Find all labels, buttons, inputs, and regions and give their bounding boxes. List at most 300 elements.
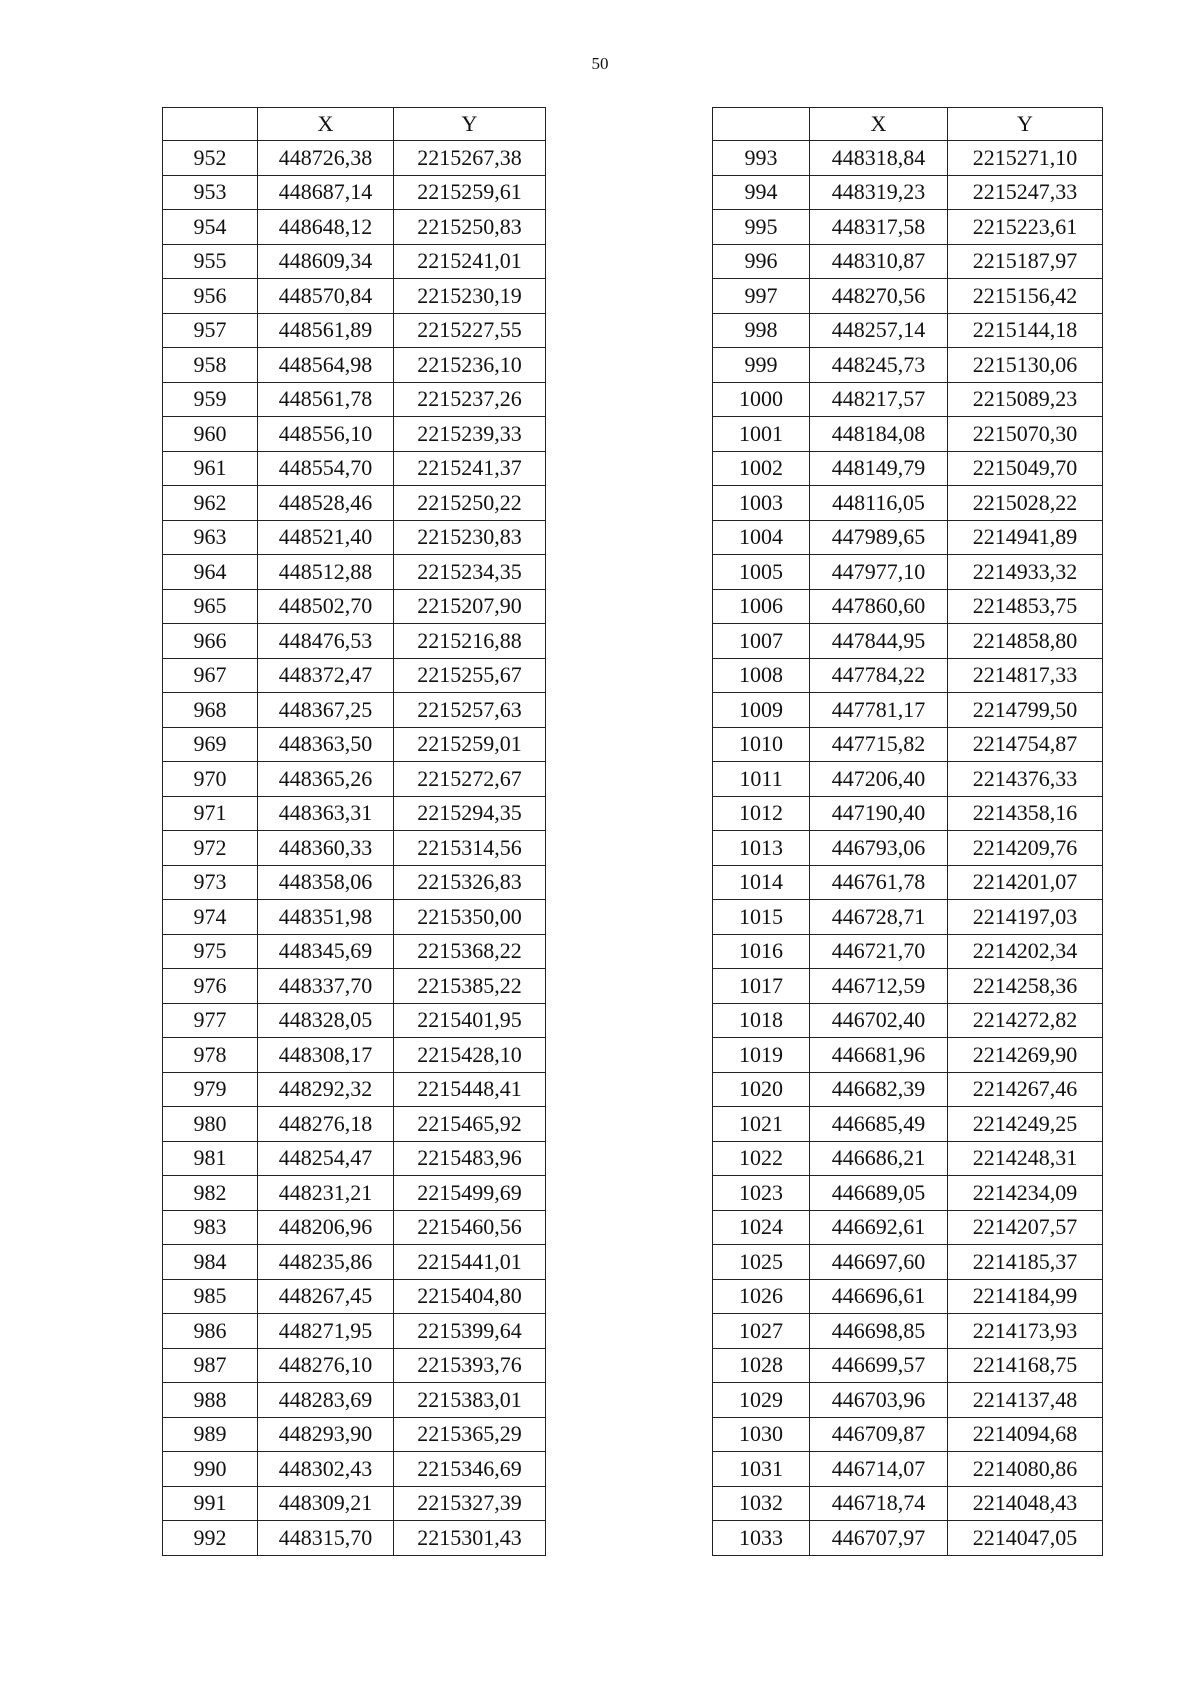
y-coordinate-cell: 2215326,83 bbox=[394, 865, 546, 900]
y-coordinate-cell: 2215314,56 bbox=[394, 831, 546, 866]
table-row bbox=[163, 1176, 546, 1211]
table-row bbox=[163, 1452, 546, 1487]
table-row bbox=[713, 279, 1103, 314]
x-coordinate-cell: 448276,10 bbox=[258, 1348, 394, 1383]
table-row bbox=[713, 1521, 1103, 1556]
point-number-cell: 1001 bbox=[713, 417, 810, 452]
x-coordinate-cell: 447977,10 bbox=[810, 555, 948, 590]
x-coordinate-cell: 448116,05 bbox=[810, 486, 948, 521]
y-coordinate-cell: 2215227,55 bbox=[394, 313, 546, 348]
y-coordinate-cell: 2215383,01 bbox=[394, 1383, 546, 1418]
x-coordinate-cell: 448328,05 bbox=[258, 1003, 394, 1038]
point-number-cell: 975 bbox=[163, 934, 258, 969]
y-coordinate-cell: 2215216,88 bbox=[394, 624, 546, 659]
y-coordinate-cell: 2214258,36 bbox=[948, 969, 1103, 1004]
x-coordinate-cell: 448726,38 bbox=[258, 141, 394, 176]
y-coordinate-cell: 2214272,82 bbox=[948, 1003, 1103, 1038]
table-row bbox=[713, 520, 1103, 555]
y-coordinate-cell: 2214754,87 bbox=[948, 727, 1103, 762]
table-row bbox=[713, 589, 1103, 624]
x-coordinate-cell: 447206,40 bbox=[810, 762, 948, 797]
y-coordinate-cell: 2215250,83 bbox=[394, 210, 546, 245]
point-number-cell: 1020 bbox=[713, 1072, 810, 1107]
y-coordinate-cell: 2215385,22 bbox=[394, 969, 546, 1004]
table-row bbox=[163, 969, 546, 1004]
y-coordinate-cell: 2215272,67 bbox=[394, 762, 546, 797]
table-row bbox=[713, 348, 1103, 383]
point-number-cell: 1033 bbox=[713, 1521, 810, 1556]
point-number-cell: 1009 bbox=[713, 693, 810, 728]
x-coordinate-cell: 447784,22 bbox=[810, 658, 948, 693]
y-coordinate-cell: 2214137,48 bbox=[948, 1383, 1103, 1418]
y-coordinate-cell: 2215499,69 bbox=[394, 1176, 546, 1211]
y-coordinate-cell: 2215294,35 bbox=[394, 796, 546, 831]
table-row bbox=[163, 210, 546, 245]
table-row bbox=[713, 1176, 1103, 1211]
table-row bbox=[713, 969, 1103, 1004]
point-number-cell: 1028 bbox=[713, 1348, 810, 1383]
point-number-cell: 979 bbox=[163, 1072, 258, 1107]
point-number-cell: 976 bbox=[163, 969, 258, 1004]
x-coordinate-cell: 447715,82 bbox=[810, 727, 948, 762]
point-number-cell: 992 bbox=[163, 1521, 258, 1556]
y-coordinate-cell: 2215241,37 bbox=[394, 451, 546, 486]
point-number-cell: 973 bbox=[163, 865, 258, 900]
table-row bbox=[713, 624, 1103, 659]
point-number-cell: 1013 bbox=[713, 831, 810, 866]
point-number-cell: 990 bbox=[163, 1452, 258, 1487]
x-coordinate-cell: 448502,70 bbox=[258, 589, 394, 624]
y-coordinate-cell: 2215404,80 bbox=[394, 1279, 546, 1314]
y-coordinate-cell: 2215070,30 bbox=[948, 417, 1103, 452]
point-number-cell: 956 bbox=[163, 279, 258, 314]
point-number-cell: 981 bbox=[163, 1141, 258, 1176]
y-coordinate-cell: 2215207,90 bbox=[394, 589, 546, 624]
x-coordinate-cell: 446685,49 bbox=[810, 1107, 948, 1142]
x-coordinate-cell: 448363,31 bbox=[258, 796, 394, 831]
x-coordinate-cell: 448358,06 bbox=[258, 865, 394, 900]
y-coordinate-cell: 2214248,31 bbox=[948, 1141, 1103, 1176]
x-coordinate-cell: 448648,12 bbox=[258, 210, 394, 245]
y-coordinate-cell: 2215460,56 bbox=[394, 1210, 546, 1245]
x-coordinate-cell: 447860,60 bbox=[810, 589, 948, 624]
table-row bbox=[713, 693, 1103, 728]
table-row bbox=[713, 762, 1103, 797]
y-coordinate-cell: 2215350,00 bbox=[394, 900, 546, 935]
x-coordinate-cell: 446686,21 bbox=[810, 1141, 948, 1176]
x-coordinate-cell: 448184,08 bbox=[810, 417, 948, 452]
table-row bbox=[163, 486, 546, 521]
y-coordinate-cell: 2214080,86 bbox=[948, 1452, 1103, 1487]
table-row bbox=[713, 1383, 1103, 1418]
table-row bbox=[163, 934, 546, 969]
point-number-cell: 988 bbox=[163, 1383, 258, 1418]
header-x: X bbox=[258, 108, 394, 141]
x-coordinate-cell: 446696,61 bbox=[810, 1279, 948, 1314]
y-coordinate-cell: 2215393,76 bbox=[394, 1348, 546, 1383]
x-coordinate-cell: 446698,85 bbox=[810, 1314, 948, 1349]
y-coordinate-cell: 2214168,75 bbox=[948, 1348, 1103, 1383]
point-number-cell: 1029 bbox=[713, 1383, 810, 1418]
y-coordinate-cell: 2214201,07 bbox=[948, 865, 1103, 900]
x-coordinate-cell: 447989,65 bbox=[810, 520, 948, 555]
y-coordinate-cell: 2215428,10 bbox=[394, 1038, 546, 1073]
x-coordinate-cell: 448149,79 bbox=[810, 451, 948, 486]
table-row bbox=[713, 1038, 1103, 1073]
x-coordinate-cell: 448283,69 bbox=[258, 1383, 394, 1418]
y-coordinate-cell: 2215327,39 bbox=[394, 1486, 546, 1521]
y-coordinate-cell: 2214853,75 bbox=[948, 589, 1103, 624]
point-number-cell: 1016 bbox=[713, 934, 810, 969]
point-number-cell: 986 bbox=[163, 1314, 258, 1349]
y-coordinate-cell: 2214799,50 bbox=[948, 693, 1103, 728]
y-coordinate-cell: 2215441,01 bbox=[394, 1245, 546, 1280]
point-number-cell: 1027 bbox=[713, 1314, 810, 1349]
header-y: Y bbox=[394, 108, 546, 141]
table-row bbox=[713, 210, 1103, 245]
y-coordinate-cell: 2215257,63 bbox=[394, 693, 546, 728]
table-row bbox=[713, 1072, 1103, 1107]
table-row bbox=[713, 796, 1103, 831]
table-row bbox=[163, 520, 546, 555]
x-coordinate-cell: 446709,87 bbox=[810, 1417, 948, 1452]
y-coordinate-cell: 2215237,26 bbox=[394, 382, 546, 417]
point-number-cell: 982 bbox=[163, 1176, 258, 1211]
table-row bbox=[163, 589, 546, 624]
point-number-cell: 1025 bbox=[713, 1245, 810, 1280]
y-coordinate-cell: 2215247,33 bbox=[948, 175, 1103, 210]
point-number-cell: 977 bbox=[163, 1003, 258, 1038]
y-coordinate-cell: 2215267,38 bbox=[394, 141, 546, 176]
point-number-cell: 1018 bbox=[713, 1003, 810, 1038]
table-row bbox=[163, 1038, 546, 1073]
point-number-cell: 989 bbox=[163, 1417, 258, 1452]
coordinates-table-left bbox=[162, 107, 546, 1556]
point-number-cell: 984 bbox=[163, 1245, 258, 1280]
point-number-cell: 1030 bbox=[713, 1417, 810, 1452]
table-row bbox=[713, 1417, 1103, 1452]
y-coordinate-cell: 2215365,29 bbox=[394, 1417, 546, 1452]
table-row bbox=[713, 831, 1103, 866]
table-row bbox=[163, 1521, 546, 1556]
point-number-cell: 968 bbox=[163, 693, 258, 728]
table-row bbox=[713, 1141, 1103, 1176]
table-row bbox=[713, 313, 1103, 348]
table-row bbox=[163, 1003, 546, 1038]
table-row bbox=[713, 451, 1103, 486]
table-row bbox=[163, 1314, 546, 1349]
y-coordinate-cell: 2214817,33 bbox=[948, 658, 1103, 693]
table-row bbox=[713, 1314, 1103, 1349]
x-coordinate-cell: 448512,88 bbox=[258, 555, 394, 590]
table-row bbox=[713, 1003, 1103, 1038]
x-coordinate-cell: 448337,70 bbox=[258, 969, 394, 1004]
x-coordinate-cell: 446689,05 bbox=[810, 1176, 948, 1211]
x-coordinate-cell: 448687,14 bbox=[258, 175, 394, 210]
point-number-cell: 1015 bbox=[713, 900, 810, 935]
x-coordinate-cell: 448561,78 bbox=[258, 382, 394, 417]
x-coordinate-cell: 446714,07 bbox=[810, 1452, 948, 1487]
x-coordinate-cell: 448476,53 bbox=[258, 624, 394, 659]
page-number: 50 bbox=[591, 54, 609, 73]
y-coordinate-cell: 2215223,61 bbox=[948, 210, 1103, 245]
x-coordinate-cell: 447844,95 bbox=[810, 624, 948, 659]
y-coordinate-cell: 2215399,64 bbox=[394, 1314, 546, 1349]
y-coordinate-cell: 2214209,76 bbox=[948, 831, 1103, 866]
table-row bbox=[163, 831, 546, 866]
table-row bbox=[163, 796, 546, 831]
y-coordinate-cell: 2214197,03 bbox=[948, 900, 1103, 935]
point-number-cell: 969 bbox=[163, 727, 258, 762]
x-coordinate-cell: 448365,26 bbox=[258, 762, 394, 797]
x-coordinate-cell: 446793,06 bbox=[810, 831, 948, 866]
point-number-cell: 996 bbox=[713, 244, 810, 279]
point-number-cell: 995 bbox=[713, 210, 810, 245]
coordinates-table-right bbox=[712, 107, 1103, 1556]
table-row bbox=[163, 1245, 546, 1280]
x-coordinate-cell: 448564,98 bbox=[258, 348, 394, 383]
header-point-number bbox=[163, 108, 258, 141]
point-number-cell: 965 bbox=[163, 589, 258, 624]
point-number-cell: 1032 bbox=[713, 1486, 810, 1521]
point-number-cell: 1005 bbox=[713, 555, 810, 590]
table-row bbox=[713, 727, 1103, 762]
y-coordinate-cell: 2215259,01 bbox=[394, 727, 546, 762]
x-coordinate-cell: 448315,70 bbox=[258, 1521, 394, 1556]
x-coordinate-cell: 446703,96 bbox=[810, 1383, 948, 1418]
y-coordinate-cell: 2215255,67 bbox=[394, 658, 546, 693]
y-coordinate-cell: 2214094,68 bbox=[948, 1417, 1103, 1452]
table-header-row bbox=[163, 108, 546, 141]
y-coordinate-cell: 2214941,89 bbox=[948, 520, 1103, 555]
table-row bbox=[163, 244, 546, 279]
x-coordinate-cell: 446697,60 bbox=[810, 1245, 948, 1280]
point-number-cell: 971 bbox=[163, 796, 258, 831]
y-coordinate-cell: 2215187,97 bbox=[948, 244, 1103, 279]
point-number-cell: 967 bbox=[163, 658, 258, 693]
table-row bbox=[713, 1245, 1103, 1280]
point-number-cell: 994 bbox=[713, 175, 810, 210]
x-coordinate-cell: 447781,17 bbox=[810, 693, 948, 728]
point-number-cell: 953 bbox=[163, 175, 258, 210]
table-row bbox=[163, 1107, 546, 1142]
table-row bbox=[713, 1452, 1103, 1487]
x-coordinate-cell: 448317,58 bbox=[810, 210, 948, 245]
table-row bbox=[163, 279, 546, 314]
table-row bbox=[713, 865, 1103, 900]
point-number-cell: 1004 bbox=[713, 520, 810, 555]
x-coordinate-cell: 446761,78 bbox=[810, 865, 948, 900]
table-row bbox=[713, 1107, 1103, 1142]
x-coordinate-cell: 446712,59 bbox=[810, 969, 948, 1004]
table-row bbox=[163, 1417, 546, 1452]
x-coordinate-cell: 448267,45 bbox=[258, 1279, 394, 1314]
y-coordinate-cell: 2215236,10 bbox=[394, 348, 546, 383]
x-coordinate-cell: 446707,97 bbox=[810, 1521, 948, 1556]
table-row bbox=[163, 417, 546, 452]
x-coordinate-cell: 448254,47 bbox=[258, 1141, 394, 1176]
y-coordinate-cell: 2214048,43 bbox=[948, 1486, 1103, 1521]
y-coordinate-cell: 2214376,33 bbox=[948, 762, 1103, 797]
x-coordinate-cell: 448570,84 bbox=[258, 279, 394, 314]
x-coordinate-cell: 448556,10 bbox=[258, 417, 394, 452]
point-number-cell: 1007 bbox=[713, 624, 810, 659]
x-coordinate-cell: 446718,74 bbox=[810, 1486, 948, 1521]
y-coordinate-cell: 2214858,80 bbox=[948, 624, 1103, 659]
y-coordinate-cell: 2215234,35 bbox=[394, 555, 546, 590]
x-coordinate-cell: 447190,40 bbox=[810, 796, 948, 831]
x-coordinate-cell: 448609,34 bbox=[258, 244, 394, 279]
point-number-cell: 1019 bbox=[713, 1038, 810, 1073]
y-coordinate-cell: 2214207,57 bbox=[948, 1210, 1103, 1245]
y-coordinate-cell: 2215028,22 bbox=[948, 486, 1103, 521]
table-row bbox=[713, 382, 1103, 417]
x-coordinate-cell: 446721,70 bbox=[810, 934, 948, 969]
y-coordinate-cell: 2214184,99 bbox=[948, 1279, 1103, 1314]
table-row bbox=[713, 141, 1103, 176]
y-coordinate-cell: 2215401,95 bbox=[394, 1003, 546, 1038]
point-number-cell: 998 bbox=[713, 313, 810, 348]
point-number-cell: 1006 bbox=[713, 589, 810, 624]
point-number-cell: 972 bbox=[163, 831, 258, 866]
x-coordinate-cell: 448257,14 bbox=[810, 313, 948, 348]
table-row bbox=[713, 900, 1103, 935]
point-number-cell: 1008 bbox=[713, 658, 810, 693]
table-row bbox=[163, 762, 546, 797]
table-row bbox=[713, 1348, 1103, 1383]
point-number-cell: 1031 bbox=[713, 1452, 810, 1487]
table-row bbox=[163, 313, 546, 348]
x-coordinate-cell: 448245,73 bbox=[810, 348, 948, 383]
x-coordinate-cell: 448292,32 bbox=[258, 1072, 394, 1107]
y-coordinate-cell: 2214173,93 bbox=[948, 1314, 1103, 1349]
y-coordinate-cell: 2215230,83 bbox=[394, 520, 546, 555]
point-number-cell: 954 bbox=[163, 210, 258, 245]
point-number-cell: 991 bbox=[163, 1486, 258, 1521]
table-header-row bbox=[713, 108, 1103, 141]
y-coordinate-cell: 2215130,06 bbox=[948, 348, 1103, 383]
point-number-cell: 999 bbox=[713, 348, 810, 383]
point-number-cell: 955 bbox=[163, 244, 258, 279]
table-row bbox=[163, 1383, 546, 1418]
point-number-cell: 957 bbox=[163, 313, 258, 348]
header-point-number bbox=[713, 108, 810, 141]
point-number-cell: 1011 bbox=[713, 762, 810, 797]
x-coordinate-cell: 448308,17 bbox=[258, 1038, 394, 1073]
point-number-cell: 970 bbox=[163, 762, 258, 797]
table-row bbox=[163, 658, 546, 693]
point-number-cell: 1000 bbox=[713, 382, 810, 417]
point-number-cell: 1017 bbox=[713, 969, 810, 1004]
y-coordinate-cell: 2214185,37 bbox=[948, 1245, 1103, 1280]
y-coordinate-cell: 2215156,42 bbox=[948, 279, 1103, 314]
table-row bbox=[713, 555, 1103, 590]
y-coordinate-cell: 2214047,05 bbox=[948, 1521, 1103, 1556]
x-coordinate-cell: 448360,33 bbox=[258, 831, 394, 866]
table-row bbox=[163, 865, 546, 900]
y-coordinate-cell: 2215483,96 bbox=[394, 1141, 546, 1176]
x-coordinate-cell: 448367,25 bbox=[258, 693, 394, 728]
x-coordinate-cell: 448554,70 bbox=[258, 451, 394, 486]
y-coordinate-cell: 2215368,22 bbox=[394, 934, 546, 969]
y-coordinate-cell: 2215241,01 bbox=[394, 244, 546, 279]
point-number-cell: 963 bbox=[163, 520, 258, 555]
x-coordinate-cell: 448318,84 bbox=[810, 141, 948, 176]
point-number-cell: 1010 bbox=[713, 727, 810, 762]
y-coordinate-cell: 2215448,41 bbox=[394, 1072, 546, 1107]
table-row bbox=[713, 1210, 1103, 1245]
table-row bbox=[713, 1279, 1103, 1314]
table-row bbox=[713, 1486, 1103, 1521]
point-number-cell: 962 bbox=[163, 486, 258, 521]
x-coordinate-cell: 446692,61 bbox=[810, 1210, 948, 1245]
table-row bbox=[163, 175, 546, 210]
table-row bbox=[713, 417, 1103, 452]
y-coordinate-cell: 2215346,69 bbox=[394, 1452, 546, 1487]
table-row bbox=[713, 244, 1103, 279]
x-coordinate-cell: 446699,57 bbox=[810, 1348, 948, 1383]
y-coordinate-cell: 2215250,22 bbox=[394, 486, 546, 521]
x-coordinate-cell: 448345,69 bbox=[258, 934, 394, 969]
x-coordinate-cell: 448206,96 bbox=[258, 1210, 394, 1245]
y-coordinate-cell: 2214249,25 bbox=[948, 1107, 1103, 1142]
table-row bbox=[163, 1279, 546, 1314]
table-row bbox=[163, 1210, 546, 1245]
point-number-cell: 983 bbox=[163, 1210, 258, 1245]
x-coordinate-cell: 448372,47 bbox=[258, 658, 394, 693]
y-coordinate-cell: 2214358,16 bbox=[948, 796, 1103, 831]
table-row bbox=[163, 1348, 546, 1383]
point-number-cell: 985 bbox=[163, 1279, 258, 1314]
x-coordinate-cell: 446702,40 bbox=[810, 1003, 948, 1038]
y-coordinate-cell: 2214234,09 bbox=[948, 1176, 1103, 1211]
y-coordinate-cell: 2215230,19 bbox=[394, 279, 546, 314]
x-coordinate-cell: 448309,21 bbox=[258, 1486, 394, 1521]
y-coordinate-cell: 2215144,18 bbox=[948, 313, 1103, 348]
point-number-cell: 1023 bbox=[713, 1176, 810, 1211]
point-number-cell: 966 bbox=[163, 624, 258, 659]
table-row bbox=[163, 624, 546, 659]
point-number-cell: 978 bbox=[163, 1038, 258, 1073]
x-coordinate-cell: 448293,90 bbox=[258, 1417, 394, 1452]
x-coordinate-cell: 448270,56 bbox=[810, 279, 948, 314]
x-coordinate-cell: 448302,43 bbox=[258, 1452, 394, 1487]
point-number-cell: 993 bbox=[713, 141, 810, 176]
x-coordinate-cell: 448351,98 bbox=[258, 900, 394, 935]
point-number-cell: 1012 bbox=[713, 796, 810, 831]
table-row bbox=[163, 693, 546, 728]
x-coordinate-cell: 448235,86 bbox=[258, 1245, 394, 1280]
y-coordinate-cell: 2215259,61 bbox=[394, 175, 546, 210]
point-number-cell: 960 bbox=[163, 417, 258, 452]
y-coordinate-cell: 2215239,33 bbox=[394, 417, 546, 452]
x-coordinate-cell: 448528,46 bbox=[258, 486, 394, 521]
y-coordinate-cell: 2214933,32 bbox=[948, 555, 1103, 590]
table-row bbox=[163, 348, 546, 383]
x-coordinate-cell: 448521,40 bbox=[258, 520, 394, 555]
x-coordinate-cell: 448561,89 bbox=[258, 313, 394, 348]
table-row bbox=[163, 1141, 546, 1176]
y-coordinate-cell: 2215089,23 bbox=[948, 382, 1103, 417]
y-coordinate-cell: 2215465,92 bbox=[394, 1107, 546, 1142]
point-number-cell: 1024 bbox=[713, 1210, 810, 1245]
x-coordinate-cell: 448271,95 bbox=[258, 1314, 394, 1349]
y-coordinate-cell: 2214267,46 bbox=[948, 1072, 1103, 1107]
table-row bbox=[163, 900, 546, 935]
header-y: Y bbox=[948, 108, 1103, 141]
point-number-cell: 987 bbox=[163, 1348, 258, 1383]
y-coordinate-cell: 2215271,10 bbox=[948, 141, 1103, 176]
